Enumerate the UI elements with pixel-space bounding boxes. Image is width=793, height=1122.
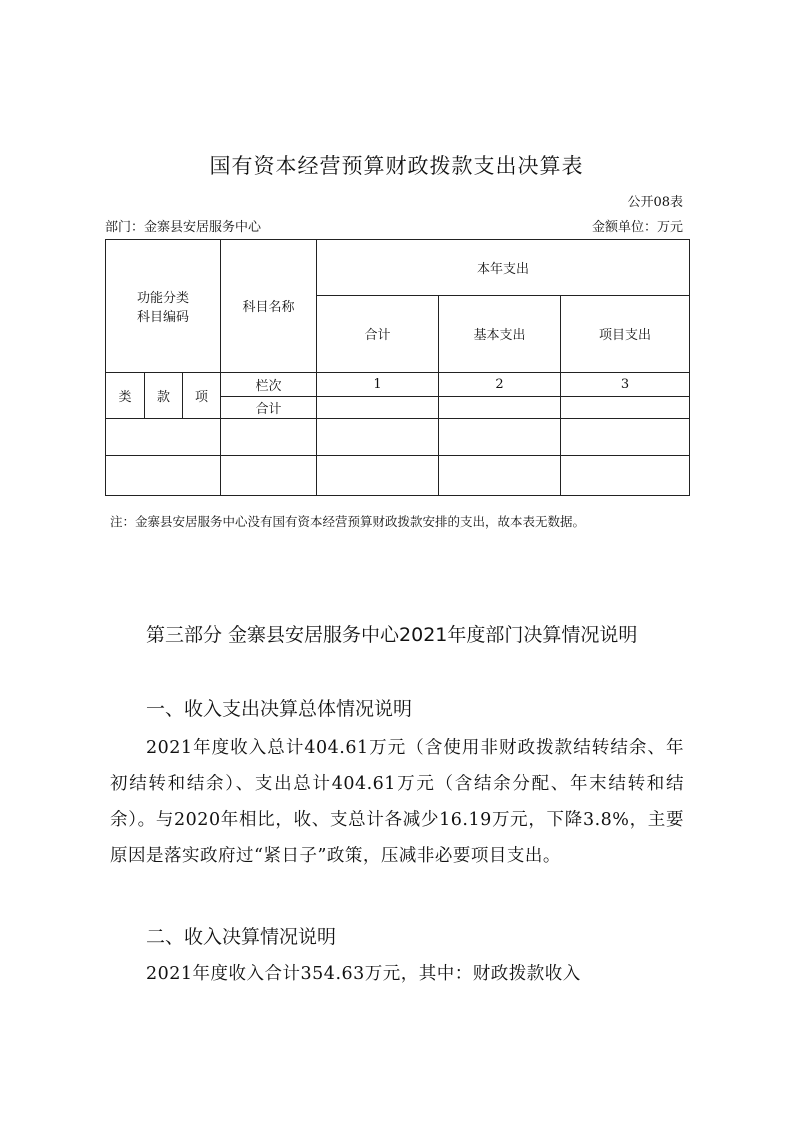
table-note: 注：金寨县安居服务中心没有国有资本经营预算财政拨款安排的支出，故本表无数据。	[110, 514, 586, 529]
seq-2: 2	[439, 372, 561, 396]
total-header: 合计	[317, 296, 439, 372]
empty-code-cell	[106, 455, 221, 495]
empty-cell	[561, 455, 690, 495]
page-title: 国有资本经营预算财政拨款支出决算表	[209, 154, 584, 178]
current-year-expense-header: 本年支出	[317, 240, 690, 296]
section1-heading: 一、收入支出决算总体情况说明	[146, 698, 413, 720]
kuan-header: 款	[145, 372, 183, 418]
empty-cell	[221, 418, 317, 455]
sum-total-cell	[317, 396, 439, 418]
section2-heading: 二、收入决算情况说明	[146, 926, 337, 948]
seq-3: 3	[561, 372, 690, 396]
func-class-line1: 功能分类	[136, 290, 189, 306]
empty-cell	[439, 418, 561, 455]
expense-table	[105, 239, 690, 496]
empty-cell	[317, 455, 439, 495]
func-class-header	[106, 240, 221, 373]
table-row	[106, 418, 690, 455]
section1-paragraph: 2021年度收入总计404.61万元（含使用非财政拨款结转结余、年初结转和结余）、支出总计404.61万元（含结余分配、年末结转和结余）。与2020年相比，收、支总计各减少16.19万元，下降3.8%，主要原因是落实政府过“紧日子”政策，压减非必要项目支出。	[110, 738, 684, 866]
table-code: 公开08表	[627, 195, 683, 210]
empty-cell	[561, 418, 690, 455]
empty-code-cell	[106, 418, 221, 455]
empty-cell	[221, 455, 317, 495]
subject-name-header: 科目名称	[221, 240, 317, 373]
section2-paragraph: 2021年度收入合计354.63万元，其中：财政拨款收入	[146, 964, 581, 984]
part3-heading: 第三部分 金寨县安居服务中心2021年度部门决算情况说明	[146, 624, 638, 646]
lei-header: 类	[106, 372, 145, 418]
seq-1: 1	[317, 372, 439, 396]
column-seq-label: 栏次	[221, 372, 317, 396]
empty-cell	[317, 418, 439, 455]
project-expense-header: 项目支出	[561, 296, 690, 372]
sum-row-label: 合计	[221, 396, 317, 418]
empty-cell	[439, 455, 561, 495]
department-label: 部门：金寨县安居服务中心	[105, 220, 262, 235]
func-class-line2: 科目编码	[136, 309, 189, 325]
table-row	[106, 455, 690, 495]
sum-project-cell	[561, 396, 690, 418]
sum-basic-cell	[439, 396, 561, 418]
basic-expense-header: 基本支出	[439, 296, 561, 372]
xiang-header: 项	[183, 372, 221, 418]
unit-label: 金额单位：万元	[591, 220, 683, 235]
